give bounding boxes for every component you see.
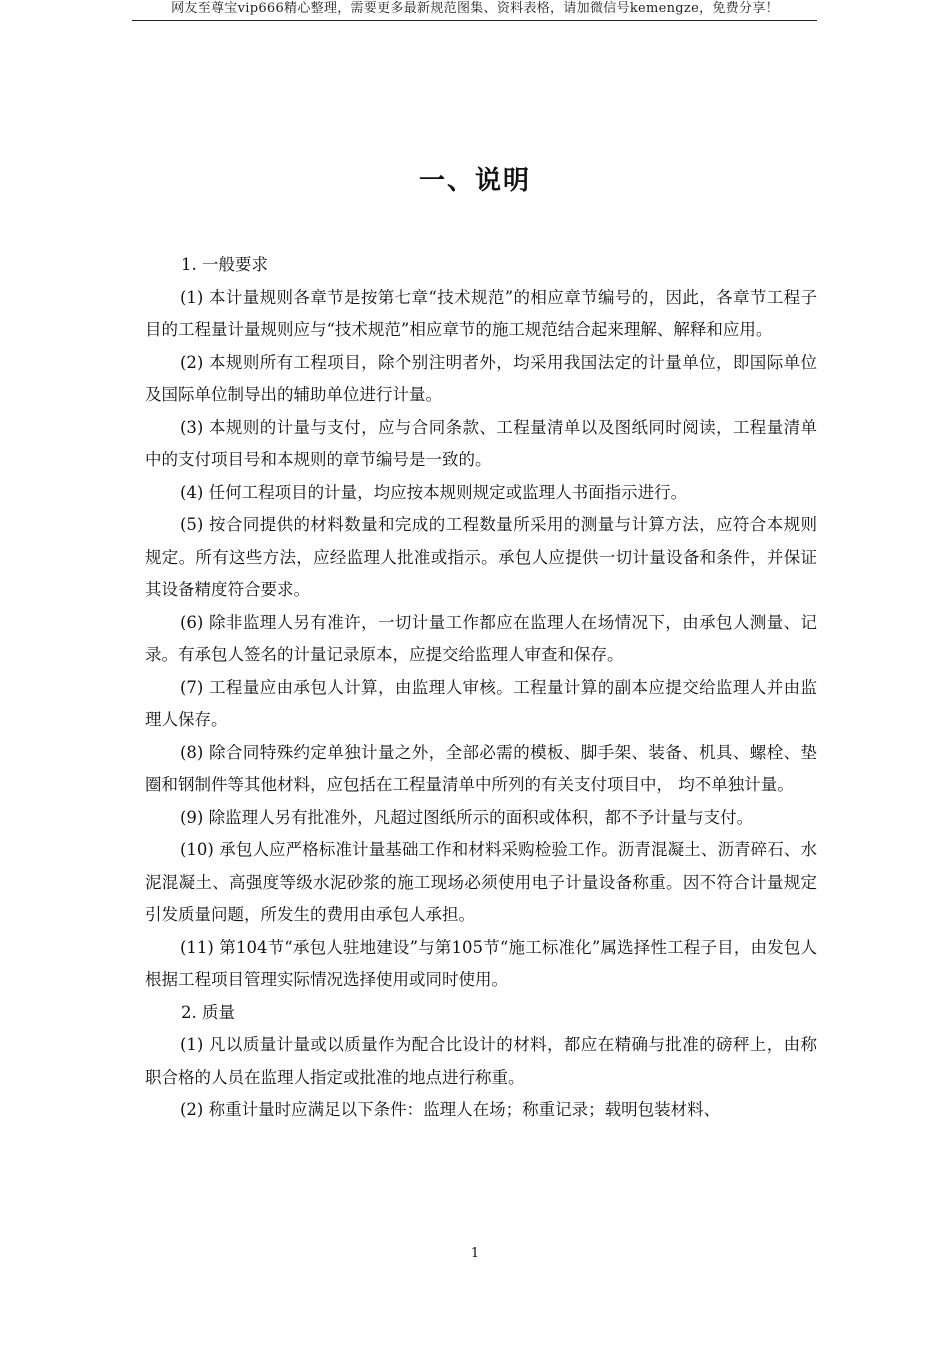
paragraph: (6) 除非监理人另有准许，一切计量工作都应在监理人在场情况下，由承包人测量、记录。有承包人签名的计量记录原本，应提交给监理人审查和保存。 [145, 612, 817, 664]
document-body [145, 249, 817, 1127]
paragraph: (10) 承包人应严格标准计量基础工作和材料采购检验工作。沥青混凝土、沥青碎石、水泥混凝土、高强度等级水泥砂浆的施工现场必须使用电子计量设备称重。因不符合计量规定引发质量问题，所发生的费用由承包人承担。 [145, 840, 817, 924]
paragraph: (9) 除监理人另有批准外，凡超过图纸所示的面积或体积，都不予计量与支付。 [180, 807, 754, 827]
paragraph: (7) 工程量应由承包人计算，由监理人审核。工程量计算的副本应提交给监理人并由监理人保存。 [145, 677, 817, 729]
paragraph: (1) 凡以质量计量或以质量作为配合比设计的材料，都应在精确与批准的磅秤上，由称职合格的人员在监理人指定或批准的地点进行称重。 [145, 1035, 817, 1087]
paragraph: (5) 按合同提供的材料数量和完成的工程数量所采用的测量与计算方法，应符合本规则规定。所有这些方法，应经监理人批准或指示。承包人应提供一切计量设备和条件，并保证其设备精度符合要求。 [145, 515, 817, 599]
page-number: 1 [470, 1246, 480, 1261]
paragraph: (2) 称重计量时应满足以下条件：监理人在场；称重记录；载明包装材料、 [180, 1100, 721, 1119]
paragraph: (1) 本计量规则各章节是按第七章“技术规范”的相应章节编号的，因此，各章节工程子目的工程量计量规则应与“技术规范”相应章节的施工规范结合起来理解、解释和应用。 [145, 287, 817, 339]
paragraph: (2) 本规则所有工程项目，除个别注明者外，均采用我国法定的计量单位，即国际单位及国际单位制导出的辅助单位进行计量。 [145, 352, 817, 404]
paragraph: (4) 任何工程项目的计量，均应按本规则规定或监理人书面指示进行。 [180, 482, 688, 502]
section-heading: 2. 质量 [181, 1002, 235, 1022]
paragraph: (11) 第104节“承包人驻地建设”与第105节“施工标准化”属选择性工程子目，由发包人根据工程项目管理实际情况选择使用或同时使用。 [145, 937, 817, 989]
page-header: 网友至尊宝vip666精心整理，需要更多最新规范图集、资料表格，请加微信号kemengze，免费分享！ [171, 1, 779, 16]
page-title: 一、说明 [418, 166, 531, 196]
section-heading: 1. 一般要求 [181, 255, 268, 274]
paragraph: (8) 除合同特殊约定单独计量之外，全部必需的模板、脚手架、装备、机具、螺栓、垫圈和钢制件等其他材料，应包括在工程量清单中所列的有关支付项目中， 均不单独计量。 [145, 742, 817, 794]
header-divider [132, 20, 817, 21]
paragraph: (3) 本规则的计量与支付，应与合同条款、工程量清单以及图纸同时阅读，工程量清单中的支付项目号和本规则的章节编号是一致的。 [145, 417, 817, 469]
